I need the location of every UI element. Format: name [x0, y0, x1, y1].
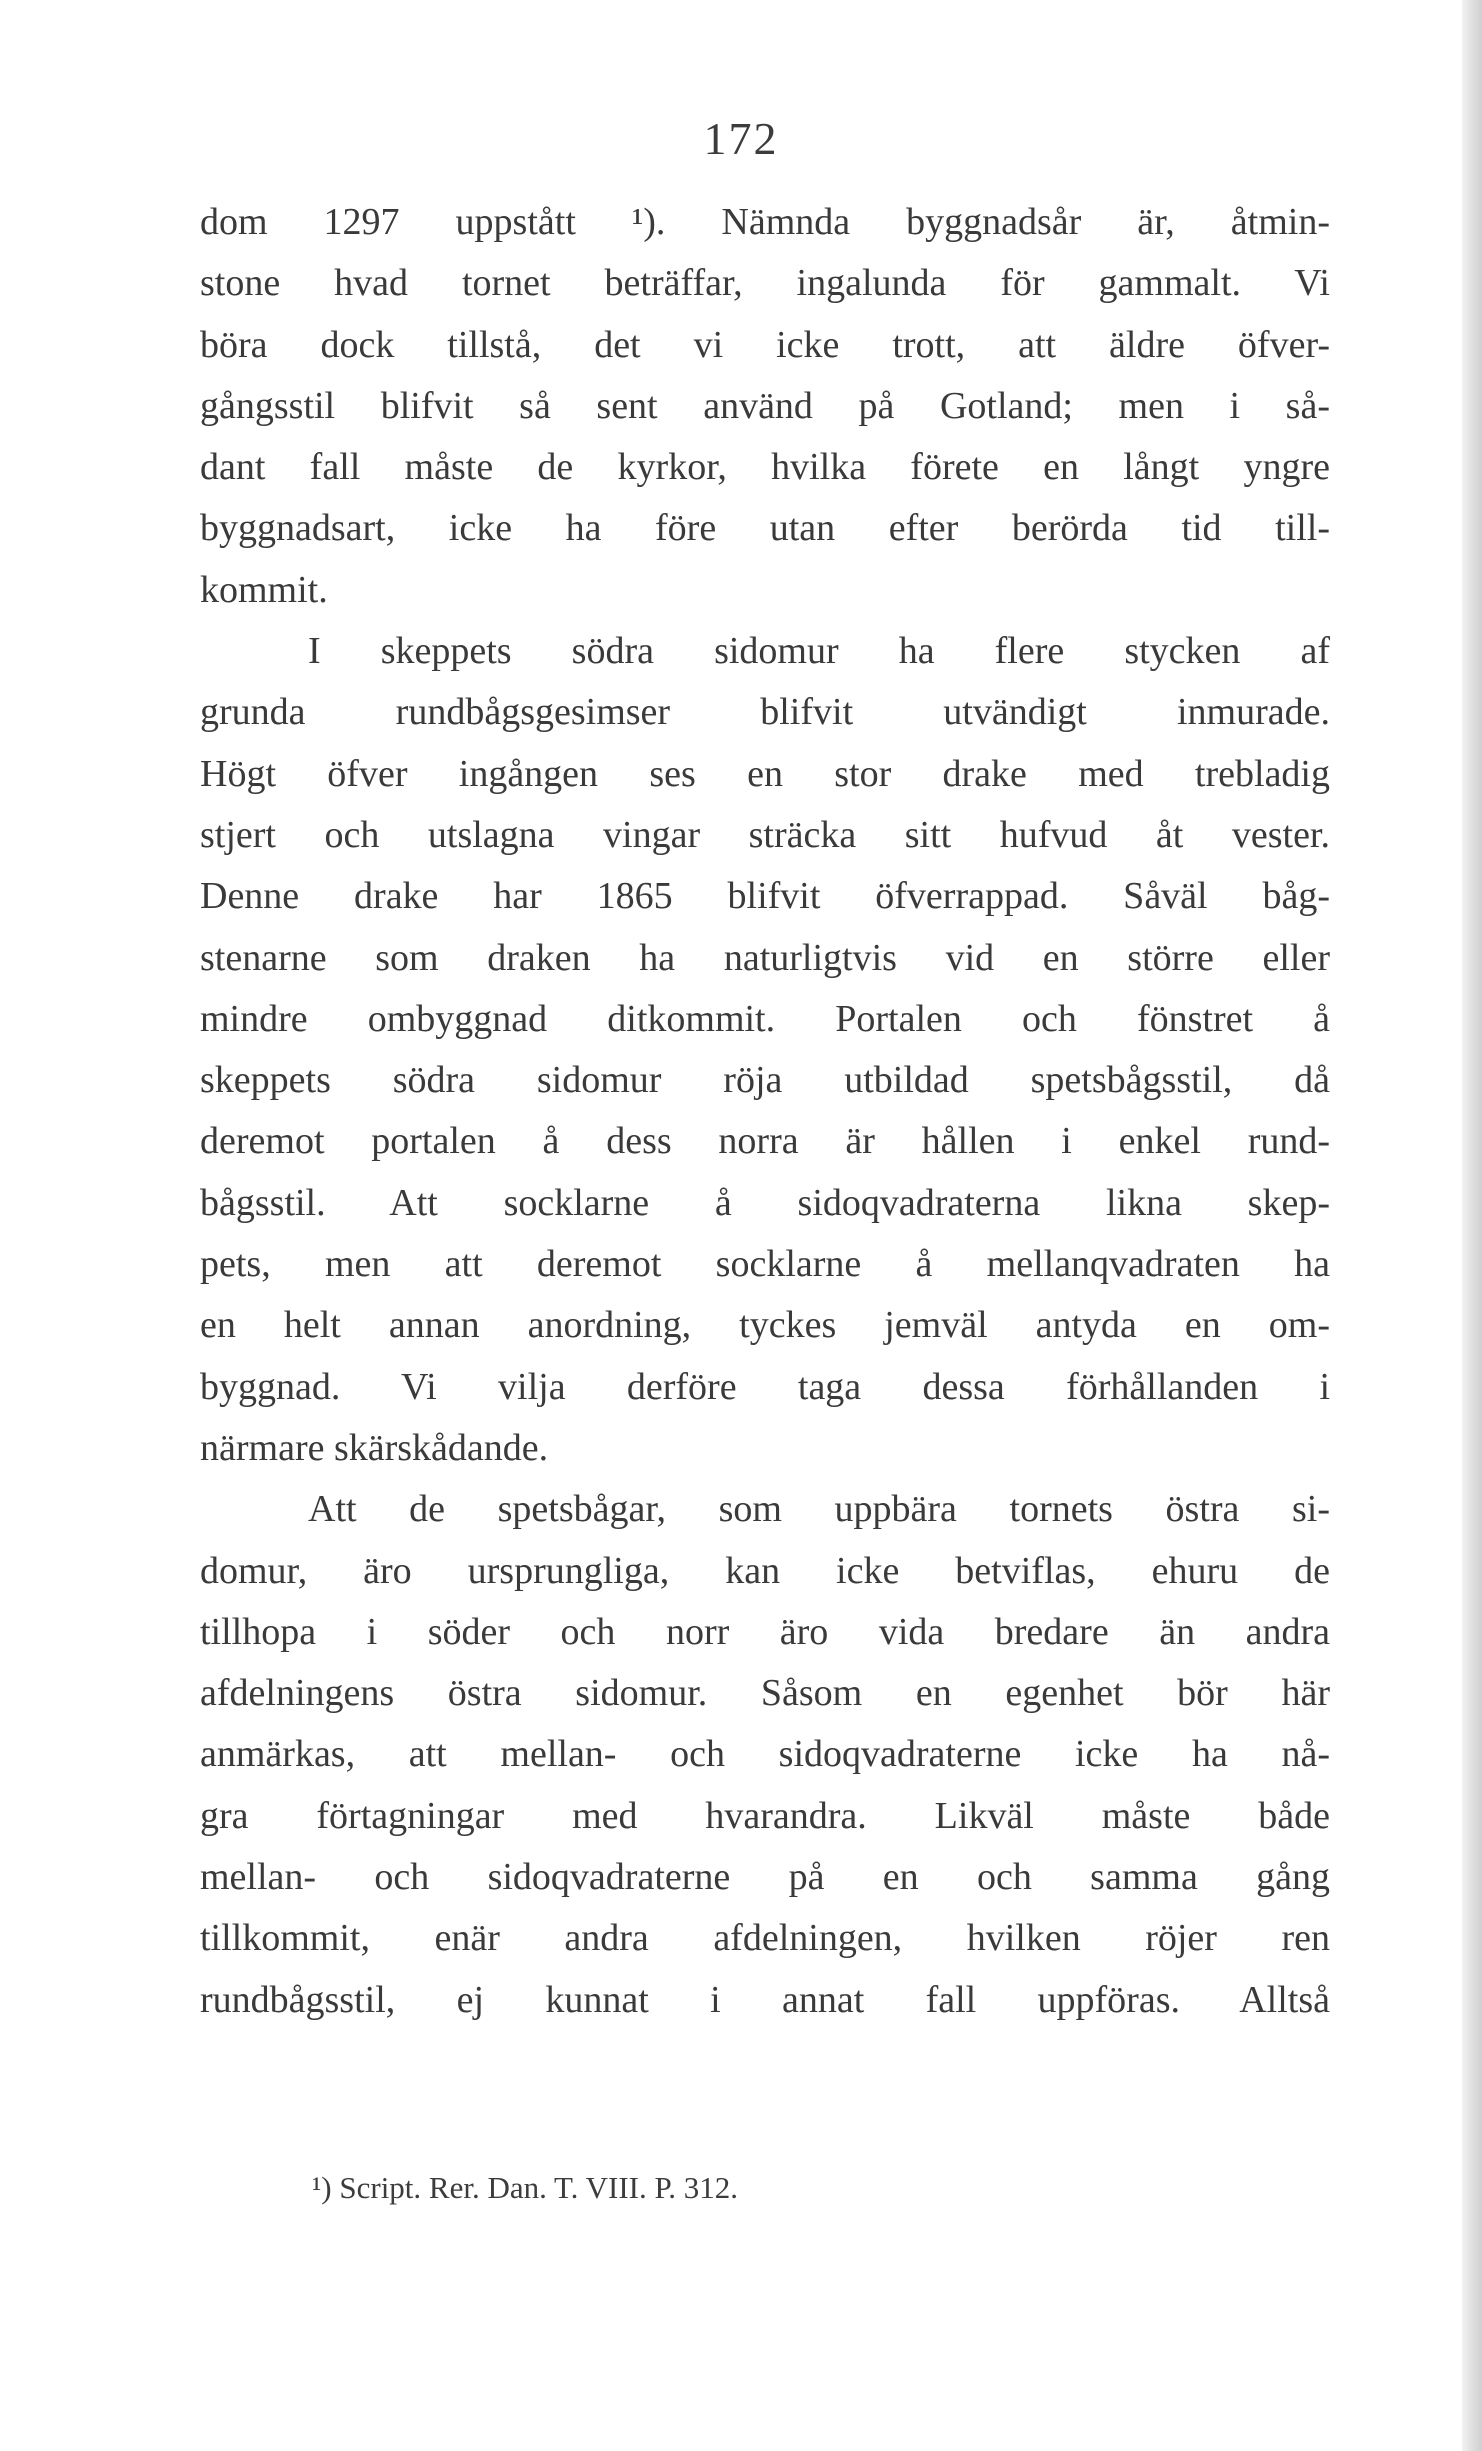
- text-line: gra förtagningar med hvarandra. Likväl måste både: [200, 1794, 1330, 1837]
- text-line: Högt öfver ingången ses en stor drake med trebladig: [200, 752, 1330, 795]
- footnote: ¹) Script. Rer. Dan. T. VIII. P. 312.: [312, 2170, 739, 2205]
- text-line: stenarne som draken ha naturligtvis vid en större eller: [200, 936, 1330, 979]
- text-line: närmare skärskådande.: [200, 1426, 549, 1469]
- text-line: Denne drake har 1865 blifvit öfverrappad. Såväl båg-: [200, 875, 1330, 918]
- text-line: tillkommit, enär andra afdelningen, hvilken röjer ren: [200, 1917, 1330, 1960]
- text-line: en helt annan anordning, tyckes jemväl antyda en om-: [200, 1304, 1330, 1347]
- text-line: stjert och utslagna vingar sträcka sitt hufvud åt vester.: [200, 813, 1330, 856]
- text-line: skeppets södra sidomur röja utbildad spetsbågsstil, då: [200, 1059, 1330, 1102]
- text-line: byggnadsart, icke ha före utan efter berörda tid till-: [200, 507, 1330, 550]
- text-line: böra dock tillstå, det vi icke trott, att äldre öfver-: [200, 323, 1330, 366]
- text-line: gångsstil blifvit så sent använd på Gotland; men i så-: [200, 384, 1330, 427]
- text-line: tillhopa i söder och norr äro vida bredare än andra: [200, 1610, 1330, 1653]
- text-line: mellan- och sidoqvadraterne på en och samma gång: [200, 1856, 1330, 1899]
- text-line: I skeppets södra sidomur ha flere stycken af: [308, 630, 1330, 673]
- text-line: anmärkas, att mellan- och sidoqvadraterne icke ha nå-: [200, 1733, 1330, 1776]
- text-line: rundbågsstil, ej kunnat i annat fall uppföras. Alltså: [200, 1978, 1330, 2021]
- text-line: domur, äro ursprungliga, kan icke betviflas, ehuru de: [200, 1549, 1330, 1592]
- text-line: deremot portalen å dess norra är hållen i enkel rund-: [200, 1120, 1330, 1163]
- page-number: 172: [703, 113, 779, 164]
- text-line: afdelningens östra sidomur. Såsom en egenhet bör här: [200, 1672, 1330, 1715]
- text-line: grunda rundbågsgesimser blifvit utvändigt inmurade.: [200, 691, 1330, 734]
- text-line: dant fall måste de kyrkor, hvilka förete en långt yngre: [200, 446, 1330, 489]
- text-line: byggnad. Vi vilja derföre taga dessa förhållanden i: [200, 1365, 1330, 1408]
- text-line: bågsstil. Att socklarne å sidoqvadraterna likna skep-: [200, 1181, 1330, 1224]
- text-line: mindre ombyggnad ditkommit. Portalen och fönstret å: [200, 997, 1330, 1040]
- body-text: [200, 192, 1330, 2031]
- text-line: pets, men att deremot socklarne å mellanqvadraten ha: [200, 1243, 1330, 1286]
- page-edge-shadow: [1462, 0, 1482, 2451]
- text-line: Att de spetsbågar, som uppbära tornets östra si-: [308, 1488, 1330, 1531]
- text-line: stone hvad tornet beträffar, ingalunda för gammalt. Vi: [200, 262, 1330, 305]
- text-line: kommit.: [200, 568, 328, 611]
- text-line: dom 1297 uppstått ¹). Nämnda byggnadsår är, åtmin-: [200, 201, 1330, 243]
